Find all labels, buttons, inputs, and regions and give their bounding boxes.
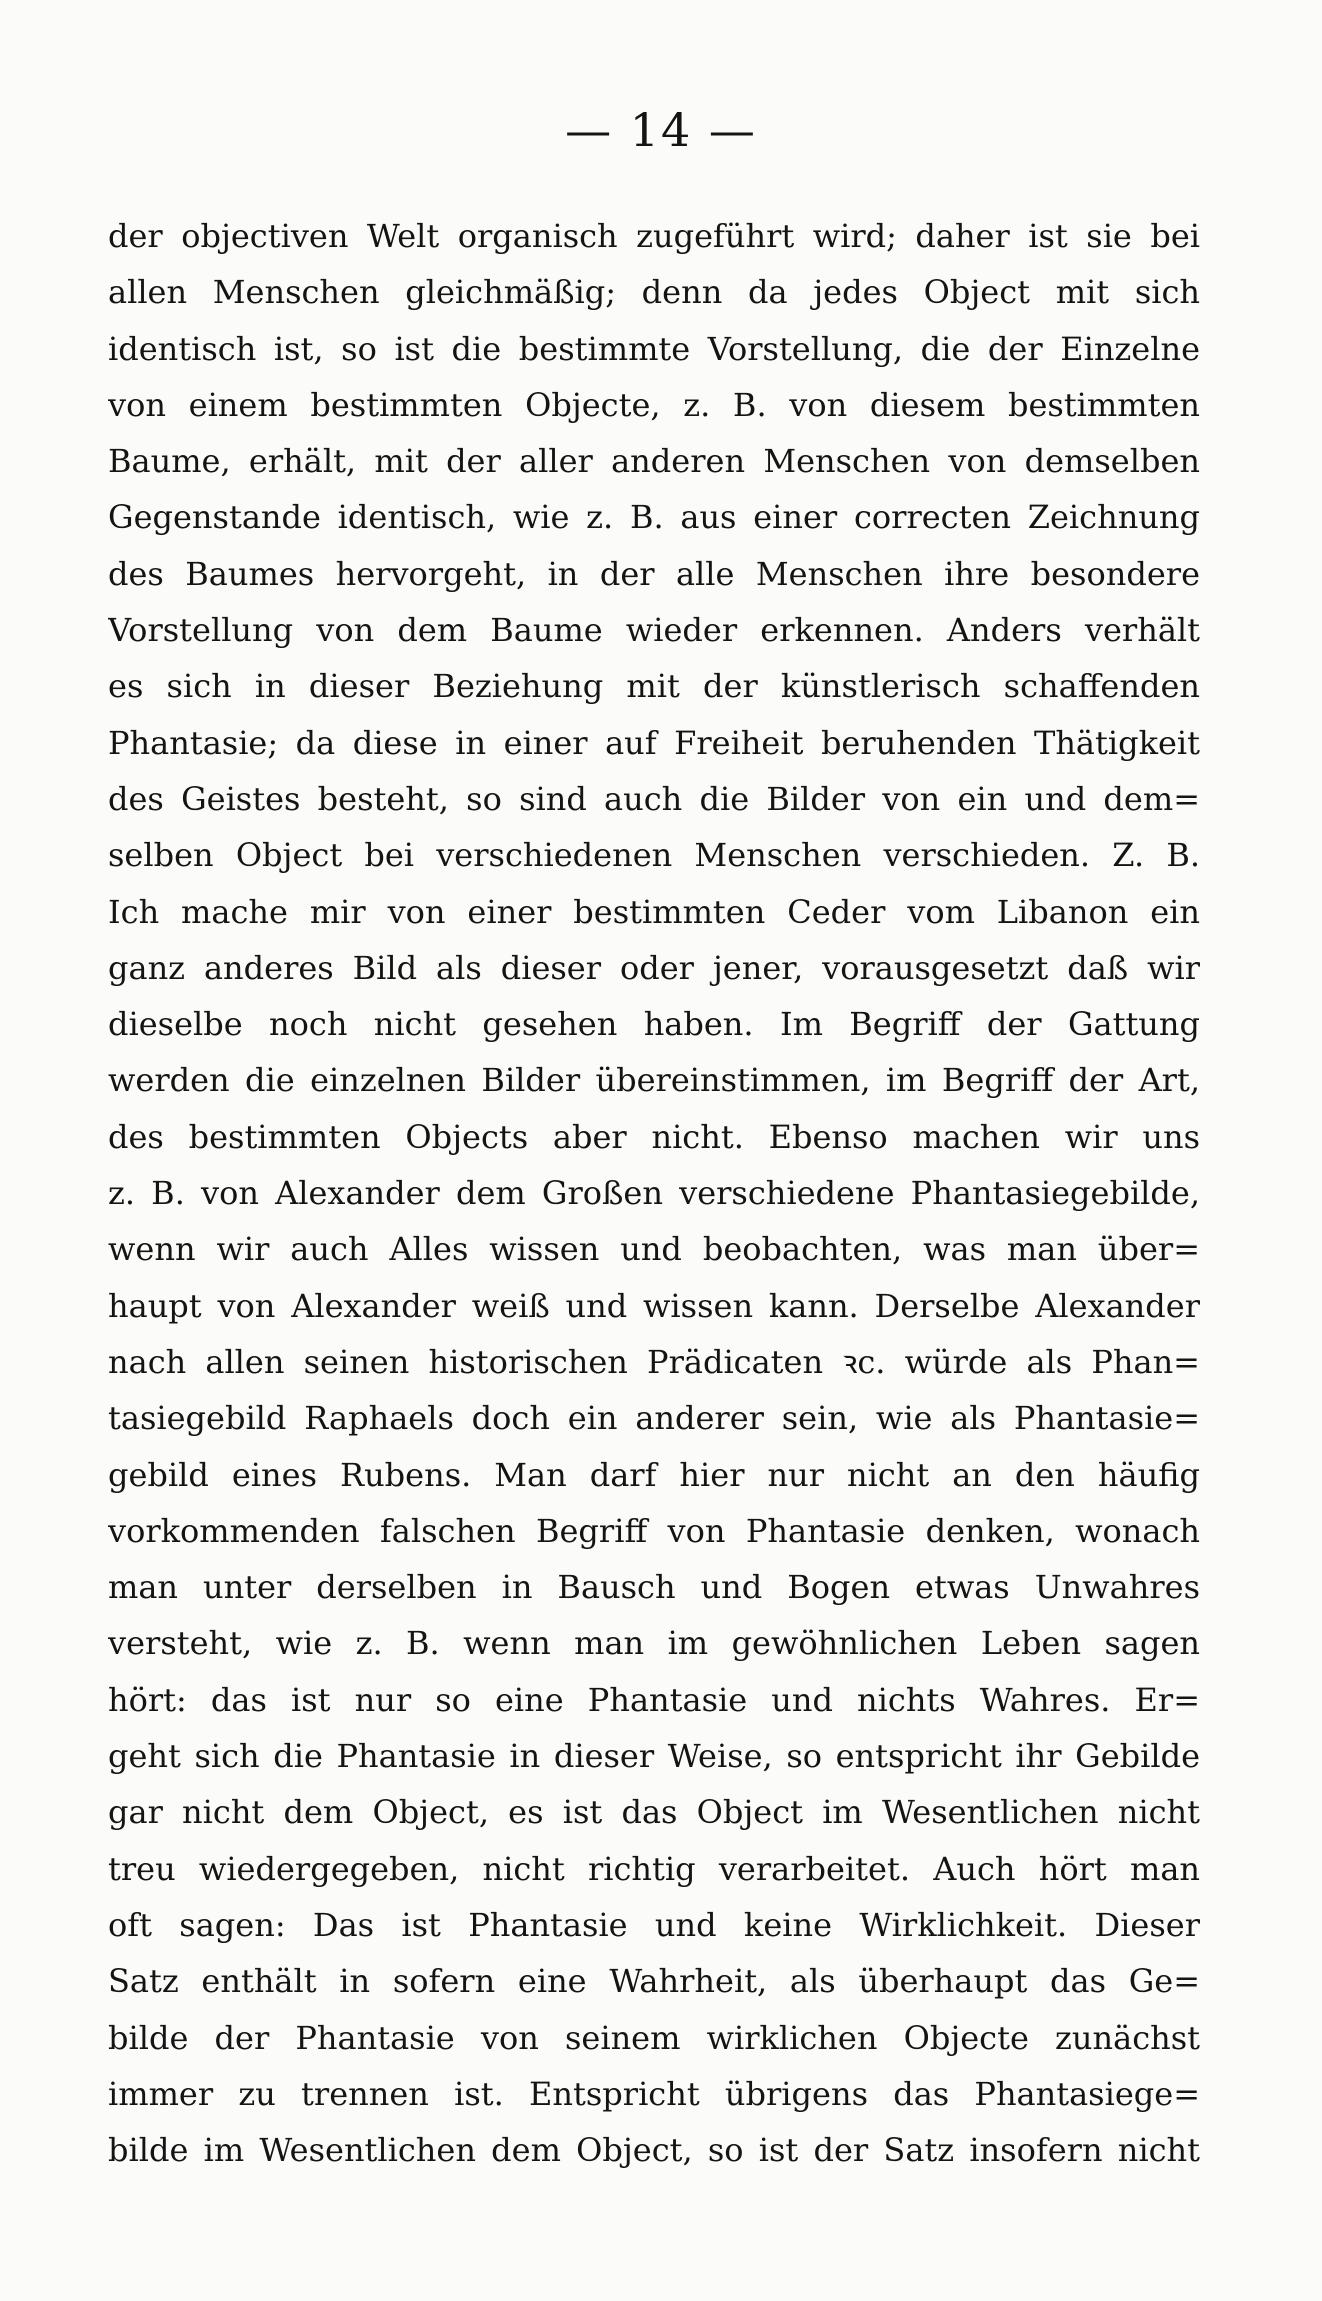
text-line: wenn wir auch Alles wissen und beobachten, was man über= bbox=[108, 1230, 1200, 1269]
body-text bbox=[108, 208, 1200, 2178]
text-line: bilde im Wesentlichen dem Object, so ist der Satz insofern nicht bbox=[108, 2131, 1200, 2170]
text-line: des Geistes besteht, so sind auch die Bilder von ein und dem= bbox=[108, 779, 1200, 818]
text-line: versteht, wie z. B. wenn man im gewöhnlichen Leben sagen bbox=[108, 1624, 1200, 1663]
text-line: von einem bestimmten Objecte, z. B. von diesem bestimmten bbox=[108, 385, 1200, 424]
text-line: Satz enthält in sofern eine Wahrheit, als überhaupt das Ge= bbox=[108, 1962, 1200, 2001]
text-line: identisch ist, so ist die bestimmte Vorstellung, die der Einzelne bbox=[108, 329, 1200, 368]
text-line: es sich in dieser Beziehung mit der künstlerisch schaffenden bbox=[108, 667, 1200, 706]
text-line: gebild eines Rubens. Man darf hier nur nicht an den häufig bbox=[108, 1455, 1200, 1494]
text-line: des Baumes hervorgeht, in der alle Menschen ihre besondere bbox=[108, 554, 1200, 593]
text-line: Phantasie; da diese in einer auf Freiheit beruhenden Thätigkeit bbox=[108, 723, 1200, 762]
text-line: geht sich die Phantasie in dieser Weise, so entspricht ihr Gebilde bbox=[108, 1737, 1200, 1776]
page-number: — 14 — bbox=[565, 103, 757, 157]
text-line: Ich mache mir von einer bestimmten Ceder vom Libanon ein bbox=[108, 892, 1200, 931]
text-line: nach allen seinen historischen Prädicaten ꝛc. würde als Phan= bbox=[108, 1342, 1200, 1381]
text-line: des bestimmten Objects aber nicht. Ebenso machen wir uns bbox=[108, 1117, 1200, 1156]
text-line: Baume, erhält, mit der aller anderen Menschen von demselben bbox=[108, 442, 1200, 481]
text-line: oft sagen: Das ist Phantasie und keine Wirklichkeit. Dieser bbox=[108, 1905, 1200, 1944]
text-line: immer zu trennen ist. Entspricht übrigens das Phantasiege= bbox=[108, 2074, 1200, 2113]
text-line: tasiegebild Raphaels doch ein anderer sein, wie als Phantasie= bbox=[108, 1399, 1200, 1438]
text-line: werden die einzelnen Bilder übereinstimmen, im Begriff der Art, bbox=[108, 1061, 1200, 1100]
text-line: ganz anderes Bild als dieser oder jener, vorausgesetzt daß wir bbox=[108, 948, 1200, 987]
text-line: allen Menschen gleichmäßig; denn da jedes Object mit sich bbox=[108, 273, 1200, 312]
text-line: z. B. von Alexander dem Großen verschiedene Phantasiegebilde, bbox=[108, 1174, 1200, 1213]
text-line: vorkommenden falschen Begriff von Phantasie denken, wonach bbox=[108, 1511, 1200, 1550]
text-line: bilde der Phantasie von seinem wirklichen Objecte zunächst bbox=[108, 2018, 1200, 2057]
text-line: Vorstellung von dem Baume wieder erkennen. Anders verhält bbox=[108, 611, 1200, 650]
text-line: gar nicht dem Object, es ist das Object im Wesentlichen nicht bbox=[108, 1793, 1200, 1832]
text-line: Gegenstande identisch, wie z. B. aus einer correcten Zeichnung bbox=[108, 498, 1200, 537]
text-line: man unter derselben in Bausch und Bogen etwas Unwahres bbox=[108, 1568, 1200, 1607]
text-line: dieselbe noch nicht gesehen haben. Im Begriff der Gattung bbox=[108, 1005, 1200, 1044]
text-line: der objectiven Welt organisch zugeführt wird; daher ist sie bei bbox=[108, 217, 1200, 255]
text-line: haupt von Alexander weiß und wissen kann. Derselbe Alexander bbox=[108, 1286, 1200, 1325]
text-line: treu wiedergegeben, nicht richtig verarbeitet. Auch hört man bbox=[108, 1849, 1200, 1888]
text-line: selben Object bei verschiedenen Menschen verschieden. Z. B. bbox=[108, 836, 1200, 875]
text-line: hört: das ist nur so eine Phantasie und nichts Wahres. Er= bbox=[108, 1680, 1200, 1719]
